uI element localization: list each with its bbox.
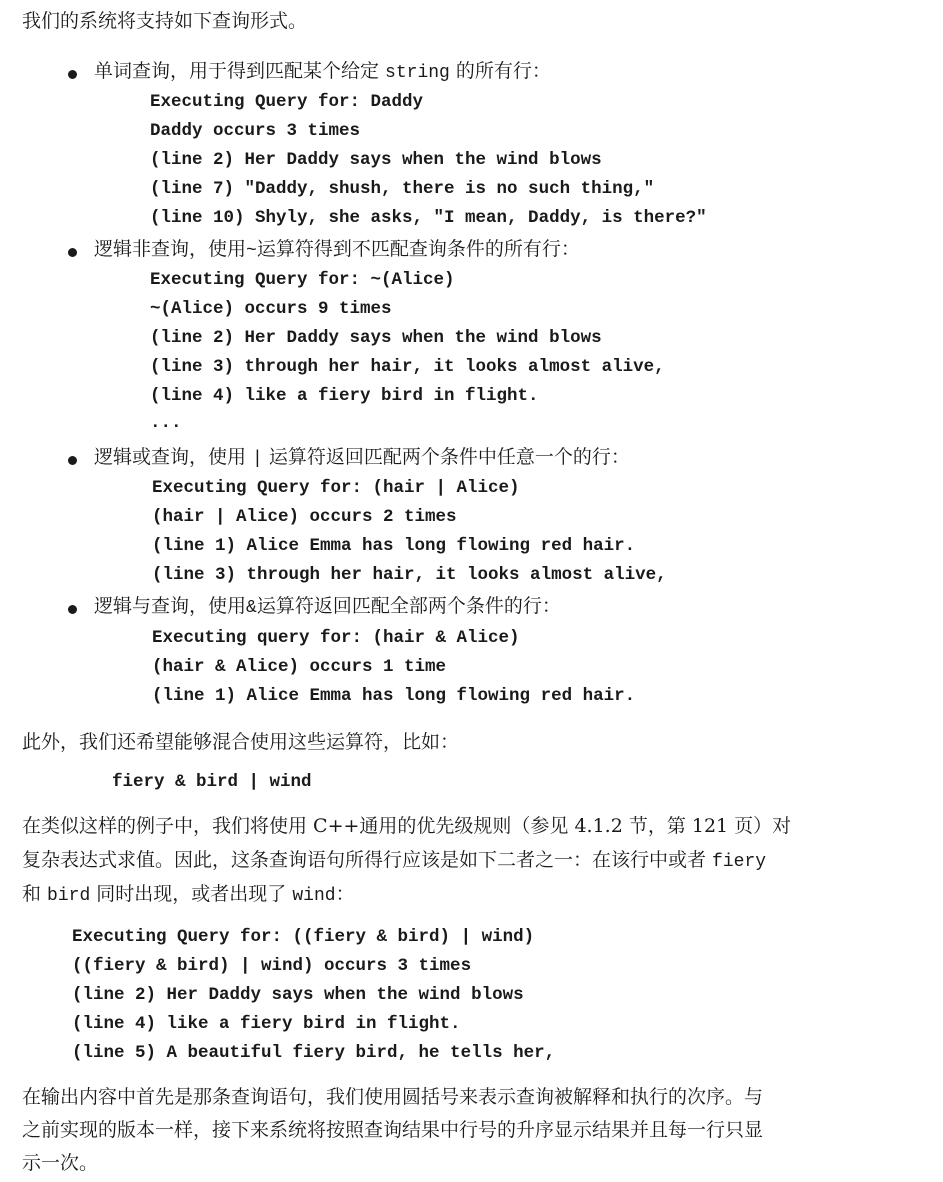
code-line: ~(Alice) occurs 9 times (150, 299, 392, 319)
paragraph-text: 复杂表达式求值。因此，这条查询语句所得行应该是如下二者之一：在该行中或者 (22, 849, 713, 871)
code-line: Executing Query for: ((fiery & bird) | wind) (72, 927, 535, 947)
bullet-4-text (94, 597, 561, 617)
bullet-1-code: string (385, 63, 450, 83)
bullet-2-suffix: 运算符得到不匹配查询条件的所有行： (256, 238, 580, 260)
paragraph-line: 之前实现的版本一样，接下来系统将按照查询结果中行号的升序显示结果并且每一行只显 (22, 1119, 764, 1141)
bullet-2-code: ~ (246, 241, 257, 261)
paragraph-line (22, 885, 355, 905)
code-line: (line 4) like a fiery bird in flight. (72, 1014, 461, 1034)
code-line: (line 4) like a fiery bird in flight. (150, 386, 539, 406)
bullet-4-prefix: 逻辑与查询，使用 (94, 595, 247, 617)
bullet-2-text (94, 240, 580, 260)
code-line: Daddy occurs 3 times (150, 121, 361, 141)
bullet-dot (68, 70, 77, 79)
paragraph-line: 在输出内容中首先是那条查询语句，我们使用圆括号来表示查询被解释和执行的次序。与 (22, 1086, 764, 1108)
code-line: (hair | Alice) occurs 2 times (152, 507, 457, 527)
code-line: (line 5) A beautiful fiery bird, he tells her, (72, 1043, 556, 1063)
bullet-4-code: & (246, 598, 257, 618)
code-line: ((fiery & bird) | wind) occurs 3 times (72, 956, 472, 976)
bullet-3-text (94, 448, 630, 468)
paragraph-line (22, 851, 766, 871)
bullet-1-text (94, 62, 551, 82)
code-line: (line 3) through her hair, it looks almost alive, (150, 357, 665, 377)
bullet-dot (68, 248, 77, 257)
code-line: Executing query for: (hair & Alice) (152, 628, 520, 648)
inline-code: fiery (712, 852, 767, 872)
mix-intro-text: 此外，我们还希望能够混合使用这些运算符，比如： (22, 731, 460, 753)
code-line: (line 3) through her hair, it looks almost alive, (152, 565, 667, 585)
code-line: ... (150, 413, 182, 433)
code-line: (hair & Alice) occurs 1 time (152, 657, 447, 677)
code-line: (line 1) Alice Emma has long flowing red hair. (152, 536, 636, 556)
code-line: (line 2) Her Daddy says when the wind blows (150, 328, 602, 348)
code-line: Executing Query for: (hair | Alice) (152, 478, 520, 498)
intro-text: 我们的系统将支持如下查询形式。 (22, 10, 308, 32)
code-line: (line 7) "Daddy, shush, there is no such thing," (150, 179, 655, 199)
paragraph-text: ： (335, 883, 355, 905)
code-line: (line 1) Alice Emma has long flowing red hair. (152, 686, 636, 706)
code-line: (line 2) Her Daddy says when the wind blows (150, 150, 602, 170)
inline-code: wind (292, 886, 336, 906)
bullet-1-prefix: 单词查询，用于得到匹配某个给定 (94, 60, 386, 82)
code-line: (line 2) Her Daddy says when the wind blows (72, 985, 524, 1005)
bullet-dot (68, 605, 77, 614)
bullet-dot (68, 456, 77, 465)
bullet-4-suffix: 运算符返回匹配全部两个条件的行： (256, 595, 561, 617)
bullet-1-suffix: 的所有行： (449, 60, 551, 82)
code-line: Executing Query for: ~(Alice) (150, 270, 455, 290)
paragraph-line: 示一次。 (22, 1152, 99, 1174)
paragraph-text: 和 (22, 883, 48, 905)
bullet-3-prefix: 逻辑或查询，使用 (94, 446, 253, 468)
paragraph-line: 在类似这样的例子中，我们将使用 C++通用的优先级规则（参见 4.1.2 节，第 121 页）对 (22, 815, 792, 837)
inline-code: bird (47, 886, 91, 906)
bullet-2-prefix: 逻辑非查询，使用 (94, 238, 247, 260)
mix-example-code: fiery & bird | wind (112, 772, 312, 792)
bullet-3-suffix: 运算符返回匹配两个条件中任意一个的行： (262, 446, 630, 468)
code-line: Executing Query for: Daddy (150, 92, 424, 112)
code-line: (line 10) Shyly, she asks, "I mean, Daddy, is there?" (150, 208, 707, 228)
paragraph-text: 同时出现，或者出现了 (90, 883, 293, 905)
bullet-3-code: | (252, 449, 263, 469)
